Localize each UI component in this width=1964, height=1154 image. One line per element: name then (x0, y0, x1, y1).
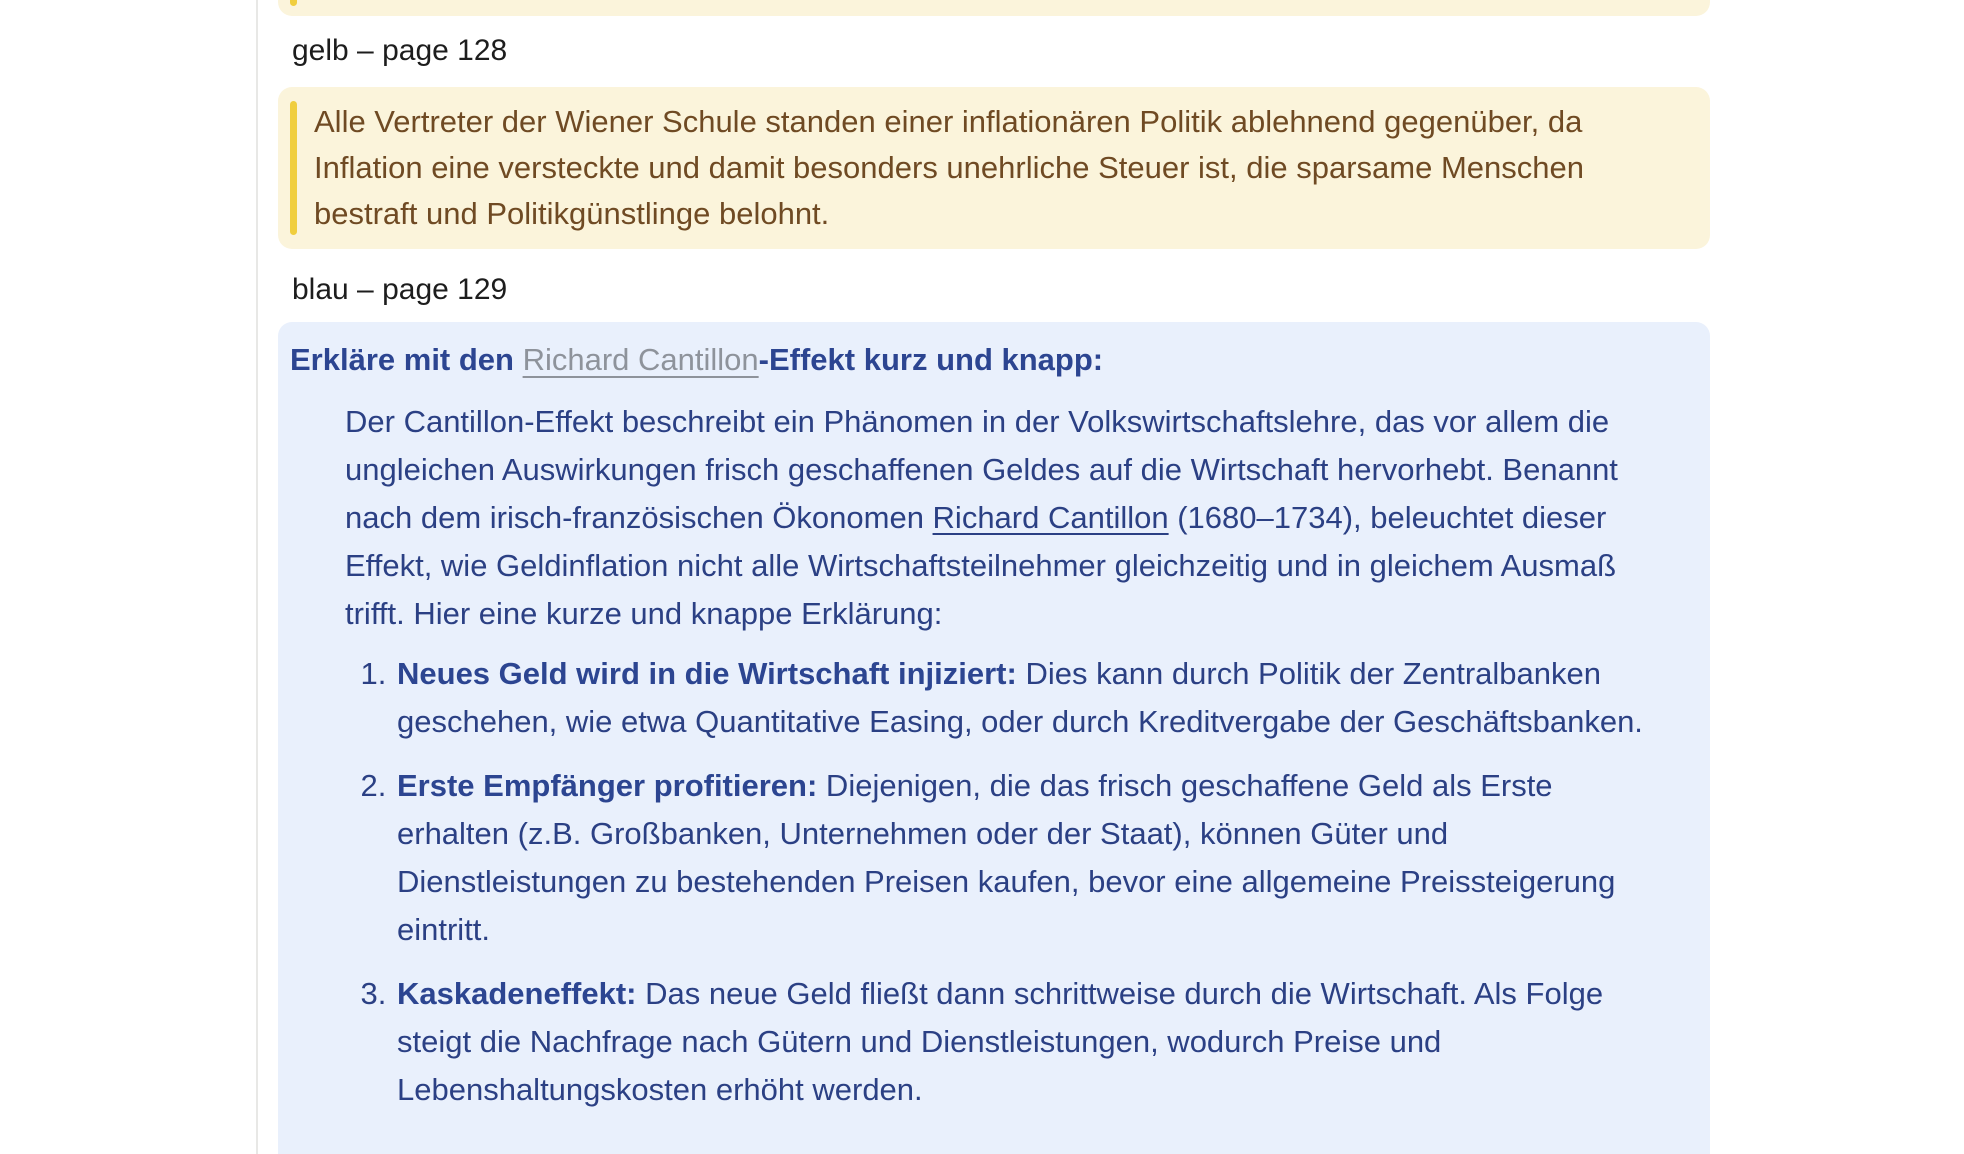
list-item (395, 762, 1670, 954)
list-item-text: Diejenigen, die das frisch geschaffene Geld als Erste erhalten (z.B. Großbanken, Unternehmen oder der Staat), können Güter und Dienstleistungen zu bestehenden Preisen kaufen, bevor eine allgemeine Preissteigerung eintritt. (397, 768, 1616, 947)
annotations-column (278, 0, 1710, 1154)
yellow-highlight-text: Alle Vertreter der Wiener Schule standen einer inflationären Politik ablehnend gegenüber, da Inflation eine versteckte und damit besonders unehrliche Steuer ist, die sparsame Menschen bestraft und Politikgünstlinge belohnt. (314, 104, 1584, 231)
answer-block (345, 398, 1670, 1114)
panel-divider (256, 0, 258, 1154)
list-item-text: Das neue Geld fließt dann schrittweise durch die Wirtschaft. Als Folge steigt die Nachfrage nach Gütern und Dienstleistungen, wodurch Preise und Lebenshaltungskosten erhöht werden. (397, 976, 1604, 1107)
list-item-lead: Erste Empfänger profitieren: (397, 768, 818, 803)
blue-highlight-card (278, 322, 1710, 1154)
list-item-lead: Neues Geld wird in die Wirtschaft injiziert: (397, 656, 1017, 691)
highlight-bar-fragment (290, 0, 297, 6)
yellow-highlight-bar (290, 101, 297, 235)
question-suffix: -Effekt kurz und knapp: (758, 342, 1104, 377)
highlight-label-yellow: gelb – page 128 (292, 34, 508, 67)
cantillon-effect-list (345, 650, 1670, 1114)
question-prefix: Erkläre mit den (290, 342, 523, 377)
paragraph-text-before: Der Cantillon-Effekt beschreibt ein Phänomen in der Volkswirtschaftslehre, das vor allem die ungleichen Auswirkungen frisch geschaffenen Geldes auf die Wirtschaft hervorhebt. Benannt nach dem irisch-französischen Ökonomen (345, 404, 1618, 535)
question-heading (290, 336, 1670, 384)
list-item (395, 970, 1670, 1114)
richard-cantillon-link[interactable]: Richard Cantillon (522, 342, 759, 377)
paragraph-text-after: (1680–1734), beleuchtet dieser Effekt, wie Geldinflation nicht alle Wirtschaftsteilnehmer gleichzeitig und in gleichem Ausmaß trifft. Hier eine kurze und knappe Erklärung: (345, 500, 1617, 631)
highlight-card-partial (278, 0, 1710, 16)
yellow-highlight-card (278, 87, 1710, 249)
list-item (395, 650, 1670, 746)
list-item-lead: Kaskadeneffekt: (397, 976, 637, 1011)
list-item-text: Dies kann durch Politik der Zentralbanken geschehen, wie etwa Quantitative Easing, oder durch Kreditvergabe der Geschäftsbanken. (397, 656, 1643, 739)
richard-cantillon-link[interactable]: Richard Cantillon (932, 500, 1169, 535)
answer-paragraph (345, 398, 1670, 638)
highlight-label-blue: blau – page 129 (292, 273, 508, 306)
